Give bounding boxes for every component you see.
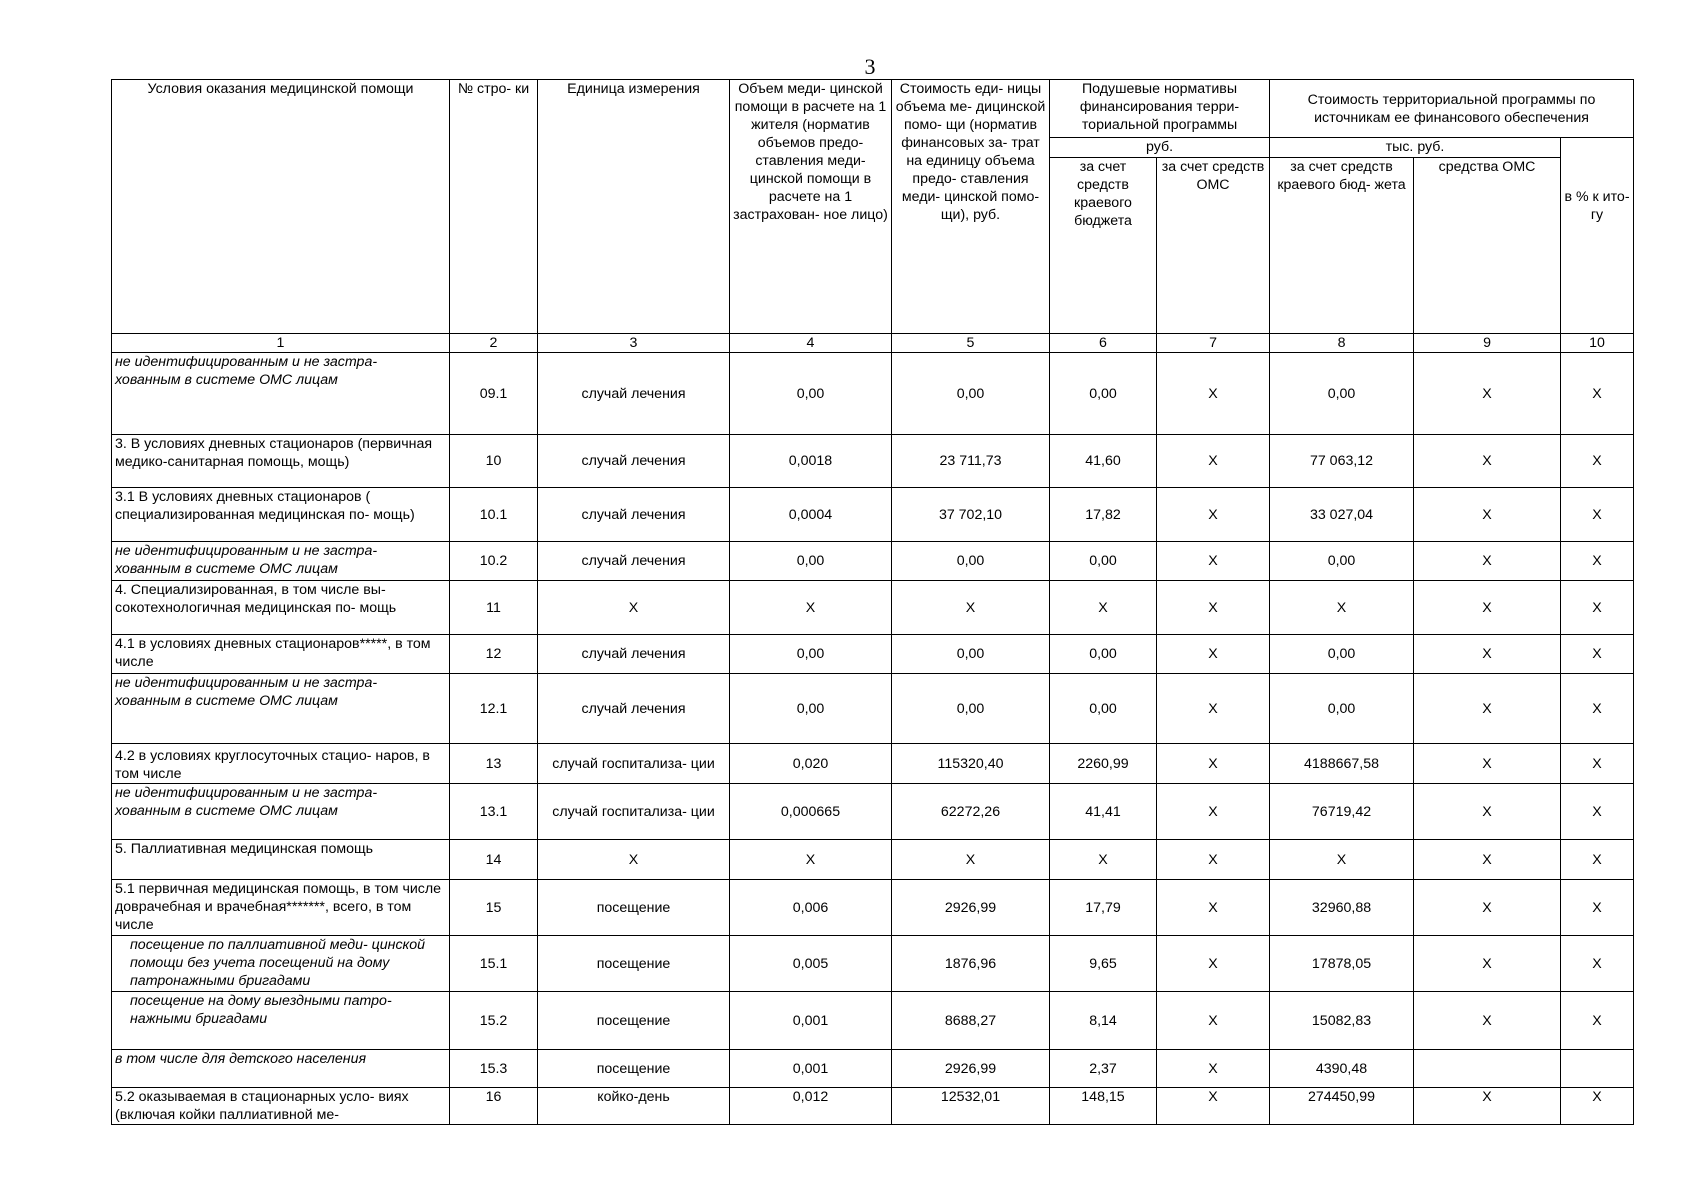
header-rub: руб. xyxy=(1050,138,1270,158)
row-label: не идентифицированным и не застра- хованным в системе ОМС лицам xyxy=(112,353,450,435)
cell-col-5: 0,00 xyxy=(892,353,1050,435)
cell-col-7: X xyxy=(1157,784,1270,840)
cell-col-7: X xyxy=(1157,840,1270,880)
cell-col-3: случай лечения xyxy=(538,353,730,435)
cell-col-7: X xyxy=(1157,880,1270,936)
cell-col-10: X xyxy=(1561,674,1634,744)
cell-col-8: 17878,05 xyxy=(1270,936,1414,992)
cell-col-7: X xyxy=(1157,992,1270,1050)
cell-col-2: 13.1 xyxy=(450,784,538,840)
cell-col-6: 8,14 xyxy=(1050,992,1157,1050)
cell-col-8: 0,00 xyxy=(1270,674,1414,744)
cell-col-4: 0,000665 xyxy=(730,784,892,840)
page-number: 3 xyxy=(864,54,876,79)
header-conditions: Условия оказания медицинской помощи xyxy=(112,80,450,334)
cell-col-10: X xyxy=(1561,1088,1634,1125)
cell-col-7: X xyxy=(1157,1050,1270,1088)
column-number: 8 xyxy=(1270,334,1414,353)
cell-col-10: X xyxy=(1561,488,1634,542)
cell-col-5: X xyxy=(892,840,1050,880)
table-row xyxy=(112,936,1634,992)
table-row xyxy=(112,992,1634,1050)
cell-col-10: X xyxy=(1561,635,1634,674)
cell-col-9: X xyxy=(1414,542,1561,581)
cell-col-10: X xyxy=(1561,880,1634,936)
header-unit: Единица измерения xyxy=(538,80,730,334)
cell-col-2: 13 xyxy=(450,744,538,784)
table-row xyxy=(112,488,1634,542)
cell-col-5: X xyxy=(892,581,1050,635)
cell-col-5: 12532,01 xyxy=(892,1088,1050,1125)
row-label: 3. В условиях дневных стационаров (первичная медико-санитарная помощь, мощь) xyxy=(112,435,450,488)
cell-col-10: X xyxy=(1561,353,1634,435)
cell-col-2: 10 xyxy=(450,435,538,488)
cell-col-10: X xyxy=(1561,784,1634,840)
cell-col-3: случай лечения xyxy=(538,488,730,542)
cell-col-4: 0,012 xyxy=(730,1088,892,1125)
cell-col-2: 10.1 xyxy=(450,488,538,542)
cell-col-2: 11 xyxy=(450,581,538,635)
cell-col-8: 0,00 xyxy=(1270,542,1414,581)
cell-col-9: X xyxy=(1414,840,1561,880)
row-label: 5.1 первичная медицинская помощь, в том числе доврачебная и врачебная*******, всего, в том числе xyxy=(112,880,450,936)
header-volume xyxy=(730,80,892,334)
cell-col-8: 33 027,04 xyxy=(1270,488,1414,542)
cell-col-9: X xyxy=(1414,435,1561,488)
cell-col-5: 2926,99 xyxy=(892,1050,1050,1088)
table-row xyxy=(112,1050,1634,1088)
table-row xyxy=(112,353,1634,435)
cell-col-10: X xyxy=(1561,581,1634,635)
cell-col-3: случай лечения xyxy=(538,435,730,488)
header-oms-funds-2: средства ОМС xyxy=(1414,158,1561,334)
cell-col-5: 23 711,73 xyxy=(892,435,1050,488)
cell-col-2: 15.3 xyxy=(450,1050,538,1088)
cell-col-6: 9,65 xyxy=(1050,936,1157,992)
row-label: 5. Паллиативная медицинская помощь xyxy=(112,840,450,880)
cell-col-7: X xyxy=(1157,581,1270,635)
column-number: 6 xyxy=(1050,334,1157,353)
cell-col-4: X xyxy=(730,840,892,880)
row-label: 5.2 оказываемая в стационарных усло- виях (включая койки паллиативной ме- xyxy=(112,1088,450,1125)
table-row xyxy=(112,784,1634,840)
cell-col-6: 41,60 xyxy=(1050,435,1157,488)
header-per-capita: Подушевые нормативы финансирования терри- ториальной программы xyxy=(1050,80,1270,138)
cell-col-5: 0,00 xyxy=(892,542,1050,581)
cell-col-3: случай госпитализа- ции xyxy=(538,744,730,784)
cell-col-2: 09.1 xyxy=(450,353,538,435)
cell-col-6: 0,00 xyxy=(1050,542,1157,581)
cell-col-10: X xyxy=(1561,936,1634,992)
cell-col-6: 2260,99 xyxy=(1050,744,1157,784)
cell-col-2: 16 xyxy=(450,1088,538,1125)
cell-col-10: X xyxy=(1561,542,1634,581)
table-row xyxy=(112,1088,1634,1125)
cell-col-5: 2926,99 xyxy=(892,880,1050,936)
table-row xyxy=(112,880,1634,936)
cell-col-4: 0,005 xyxy=(730,936,892,992)
cell-col-3: койко-день xyxy=(538,1088,730,1125)
cell-col-3: случай госпитализа- ции xyxy=(538,784,730,840)
cell-col-3: посещение xyxy=(538,1050,730,1088)
cell-col-2: 12.1 xyxy=(450,674,538,744)
cell-col-6: 2,37 xyxy=(1050,1050,1157,1088)
row-label: в том числе для детского населения xyxy=(112,1050,450,1088)
cell-col-8: X xyxy=(1270,581,1414,635)
cell-col-6: X xyxy=(1050,581,1157,635)
header-thousand-rub: тыс. руб. xyxy=(1270,138,1561,158)
table-row xyxy=(112,542,1634,581)
cell-col-4: X xyxy=(730,581,892,635)
cell-col-8: 274450,99 xyxy=(1270,1088,1414,1125)
cell-col-9: X xyxy=(1414,635,1561,674)
cell-col-8: 15082,83 xyxy=(1270,992,1414,1050)
row-label: 4.1 в условиях дневных стационаров*****, в том числе xyxy=(112,635,450,674)
cell-col-3: посещение xyxy=(538,936,730,992)
cell-col-7: X xyxy=(1157,1088,1270,1125)
row-label: посещение на дому выездными патро- нажными бригадами xyxy=(112,992,450,1050)
cell-col-6: 17,82 xyxy=(1050,488,1157,542)
header-regional-budget-2: за счет средств краевого бюд- жета xyxy=(1270,158,1414,334)
cell-col-2: 15 xyxy=(450,880,538,936)
cell-col-7: X xyxy=(1157,542,1270,581)
row-label: 3.1 В условиях дневных стационаров ( специализированная медицинская по- мощь) xyxy=(112,488,450,542)
column-number: 1 xyxy=(112,334,450,353)
cell-col-3: случай лечения xyxy=(538,542,730,581)
cell-col-3: посещение xyxy=(538,992,730,1050)
cell-col-10: X xyxy=(1561,840,1634,880)
cell-col-8: 32960,88 xyxy=(1270,880,1414,936)
cell-col-3: посещение xyxy=(538,880,730,936)
cell-col-5: 8688,27 xyxy=(892,992,1050,1050)
cell-col-3: X xyxy=(538,840,730,880)
cell-col-5: 0,00 xyxy=(892,635,1050,674)
cell-col-9: X xyxy=(1414,674,1561,744)
cell-col-10: X xyxy=(1561,435,1634,488)
column-number: 5 xyxy=(892,334,1050,353)
column-number: 7 xyxy=(1157,334,1270,353)
cell-col-4: 0,020 xyxy=(730,744,892,784)
cell-col-4: 0,001 xyxy=(730,992,892,1050)
cell-col-6: 0,00 xyxy=(1050,635,1157,674)
cell-col-6: X xyxy=(1050,840,1157,880)
cell-col-4: 0,00 xyxy=(730,674,892,744)
row-label: 4. Специализированная, в том числе вы- сокотехнологичная медицинская по- мощь xyxy=(112,581,450,635)
cell-col-8: 0,00 xyxy=(1270,353,1414,435)
cell-col-9: X xyxy=(1414,936,1561,992)
cell-col-7: X xyxy=(1157,936,1270,992)
row-label: не идентифицированным и не застра- хованным в системе ОМС лицам xyxy=(112,784,450,840)
cell-col-4: 0,00 xyxy=(730,542,892,581)
cell-col-2: 10.2 xyxy=(450,542,538,581)
row-label: посещение по паллиативной меди- цинской помощи без учета посещений на дому патронажными бригадами xyxy=(112,936,450,992)
cell-col-3: X xyxy=(538,581,730,635)
cell-col-5: 1876,96 xyxy=(892,936,1050,992)
row-label: не идентифицированным и не застра- хованным в системе ОМС лицам xyxy=(112,542,450,581)
cell-col-9: X xyxy=(1414,488,1561,542)
table-row xyxy=(112,581,1634,635)
cell-col-9 xyxy=(1414,1050,1561,1088)
cell-col-10 xyxy=(1561,1050,1634,1088)
cell-col-7: X xyxy=(1157,435,1270,488)
table-row xyxy=(112,840,1634,880)
cell-col-9: X xyxy=(1414,581,1561,635)
cell-col-6: 148,15 xyxy=(1050,1088,1157,1125)
header-unit-cost: Стоимость еди- ницы объема ме- дицинской помо- щи (норматив финансовых за- трат на единицу объема предо- ставления меди- цинской помо- щи), руб. xyxy=(892,80,1050,334)
cell-col-6: 17,79 xyxy=(1050,880,1157,936)
cell-col-2: 14 xyxy=(450,840,538,880)
cell-col-8: 4188667,58 xyxy=(1270,744,1414,784)
header-line-no: № стро- ки xyxy=(450,80,538,334)
cell-col-8: 0,00 xyxy=(1270,635,1414,674)
cell-col-4: 0,00 xyxy=(730,353,892,435)
cell-col-3: случай лечения xyxy=(538,674,730,744)
column-number: 3 xyxy=(538,334,730,353)
table-body xyxy=(112,353,1634,1125)
column-number-row xyxy=(112,334,1634,353)
table-row xyxy=(112,635,1634,674)
cell-col-10: X xyxy=(1561,992,1634,1050)
cell-col-9: X xyxy=(1414,784,1561,840)
cell-col-5: 0,00 xyxy=(892,674,1050,744)
cell-col-7: X xyxy=(1157,488,1270,542)
cell-col-8: 4390,48 xyxy=(1270,1050,1414,1088)
cell-col-3: случай лечения xyxy=(538,635,730,674)
cell-col-9: X xyxy=(1414,353,1561,435)
cell-col-5: 62272,26 xyxy=(892,784,1050,840)
territorial-program-table xyxy=(111,79,1634,1125)
header-volume-text: Объем меди- цинской помощи в расчете на 1 жителя (норматив объемов предо- ставления меди- цинской помощи в расчете на 1 застрахован- ное лицо) xyxy=(733,81,888,223)
header-row-1 xyxy=(112,80,1634,138)
column-number: 2 xyxy=(450,334,538,353)
column-number: 4 xyxy=(730,334,892,353)
column-number: 9 xyxy=(1414,334,1561,353)
cell-col-6: 0,00 xyxy=(1050,674,1157,744)
cell-col-8: X xyxy=(1270,840,1414,880)
cell-col-7: X xyxy=(1157,353,1270,435)
cell-col-7: X xyxy=(1157,674,1270,744)
cell-col-2: 12 xyxy=(450,635,538,674)
cell-col-7: X xyxy=(1157,744,1270,784)
cell-col-10: X xyxy=(1561,744,1634,784)
cell-col-6: 41,41 xyxy=(1050,784,1157,840)
cell-col-7: X xyxy=(1157,635,1270,674)
cell-col-2: 15.2 xyxy=(450,992,538,1050)
row-label: не идентифицированным и не застра- хованным в системе ОМС лицам xyxy=(112,674,450,744)
cell-col-2: 15.1 xyxy=(450,936,538,992)
cell-col-4: 0,006 xyxy=(730,880,892,936)
table-row xyxy=(112,435,1634,488)
cell-col-5: 115320,40 xyxy=(892,744,1050,784)
header-oms-funds: за счет средств ОМС xyxy=(1157,158,1270,334)
header-program-cost: Стоимость территориальной программы по источникам ее финансового обеспечения xyxy=(1270,80,1634,138)
cell-col-4: 0,0018 xyxy=(730,435,892,488)
header-regional-budget: за счет средств краевого бюджета xyxy=(1050,158,1157,334)
cell-col-9: X xyxy=(1414,1088,1561,1125)
cell-col-4: 0,00 xyxy=(730,635,892,674)
cell-col-9: X xyxy=(1414,992,1561,1050)
column-number: 10 xyxy=(1561,334,1634,353)
cell-col-6: 0,00 xyxy=(1050,353,1157,435)
cell-col-8: 76719,42 xyxy=(1270,784,1414,840)
table-row xyxy=(112,674,1634,744)
row-label: 4.2 в условиях круглосуточных стацио- наров, в том числе xyxy=(112,744,450,784)
cell-col-4: 0,0004 xyxy=(730,488,892,542)
cell-col-4: 0,001 xyxy=(730,1050,892,1088)
cell-col-9: X xyxy=(1414,880,1561,936)
table-row xyxy=(112,744,1634,784)
cell-col-9: X xyxy=(1414,744,1561,784)
cell-col-5: 37 702,10 xyxy=(892,488,1050,542)
cell-col-8: 77 063,12 xyxy=(1270,435,1414,488)
header-percent: в % к ито- гу xyxy=(1561,138,1634,334)
